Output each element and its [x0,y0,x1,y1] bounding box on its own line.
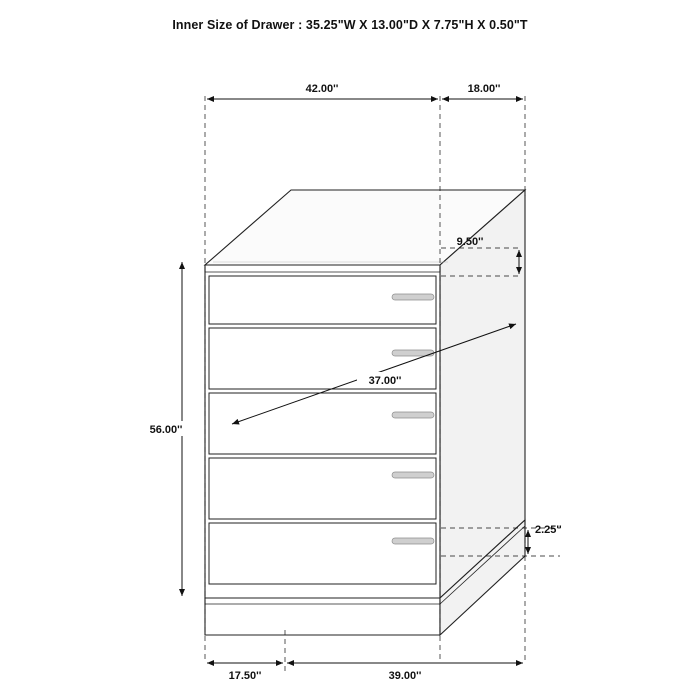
page-title: Inner Size of Drawer : 35.25"W X 13.00"D X 7.75"H X 0.50"T [172,18,528,32]
label-height-left: 56.00'' [149,424,183,436]
label-base-width-bottom: 39.00'' [388,670,422,682]
drawer-handle-4 [392,472,434,478]
drawer-handle-5 [392,538,434,544]
label-width-top: 42.00'' [305,83,339,95]
chest-body [205,190,525,635]
label-top-drawer-height: 9.50'' [456,236,484,248]
label-base-depth-bottom: 17.50'' [228,670,262,682]
drawer-front-3 [209,393,436,454]
drawer-handle-3 [392,412,434,418]
drawer-handle-1 [392,294,434,300]
chest-base-front [205,598,440,635]
label-diagonal-front: 37.00'' [368,375,402,387]
drawer-front-5 [209,523,436,584]
label-base-height: 2.25'' [535,524,562,536]
label-depth-top: 18.00'' [467,83,501,95]
drawer-front-4 [209,458,436,519]
